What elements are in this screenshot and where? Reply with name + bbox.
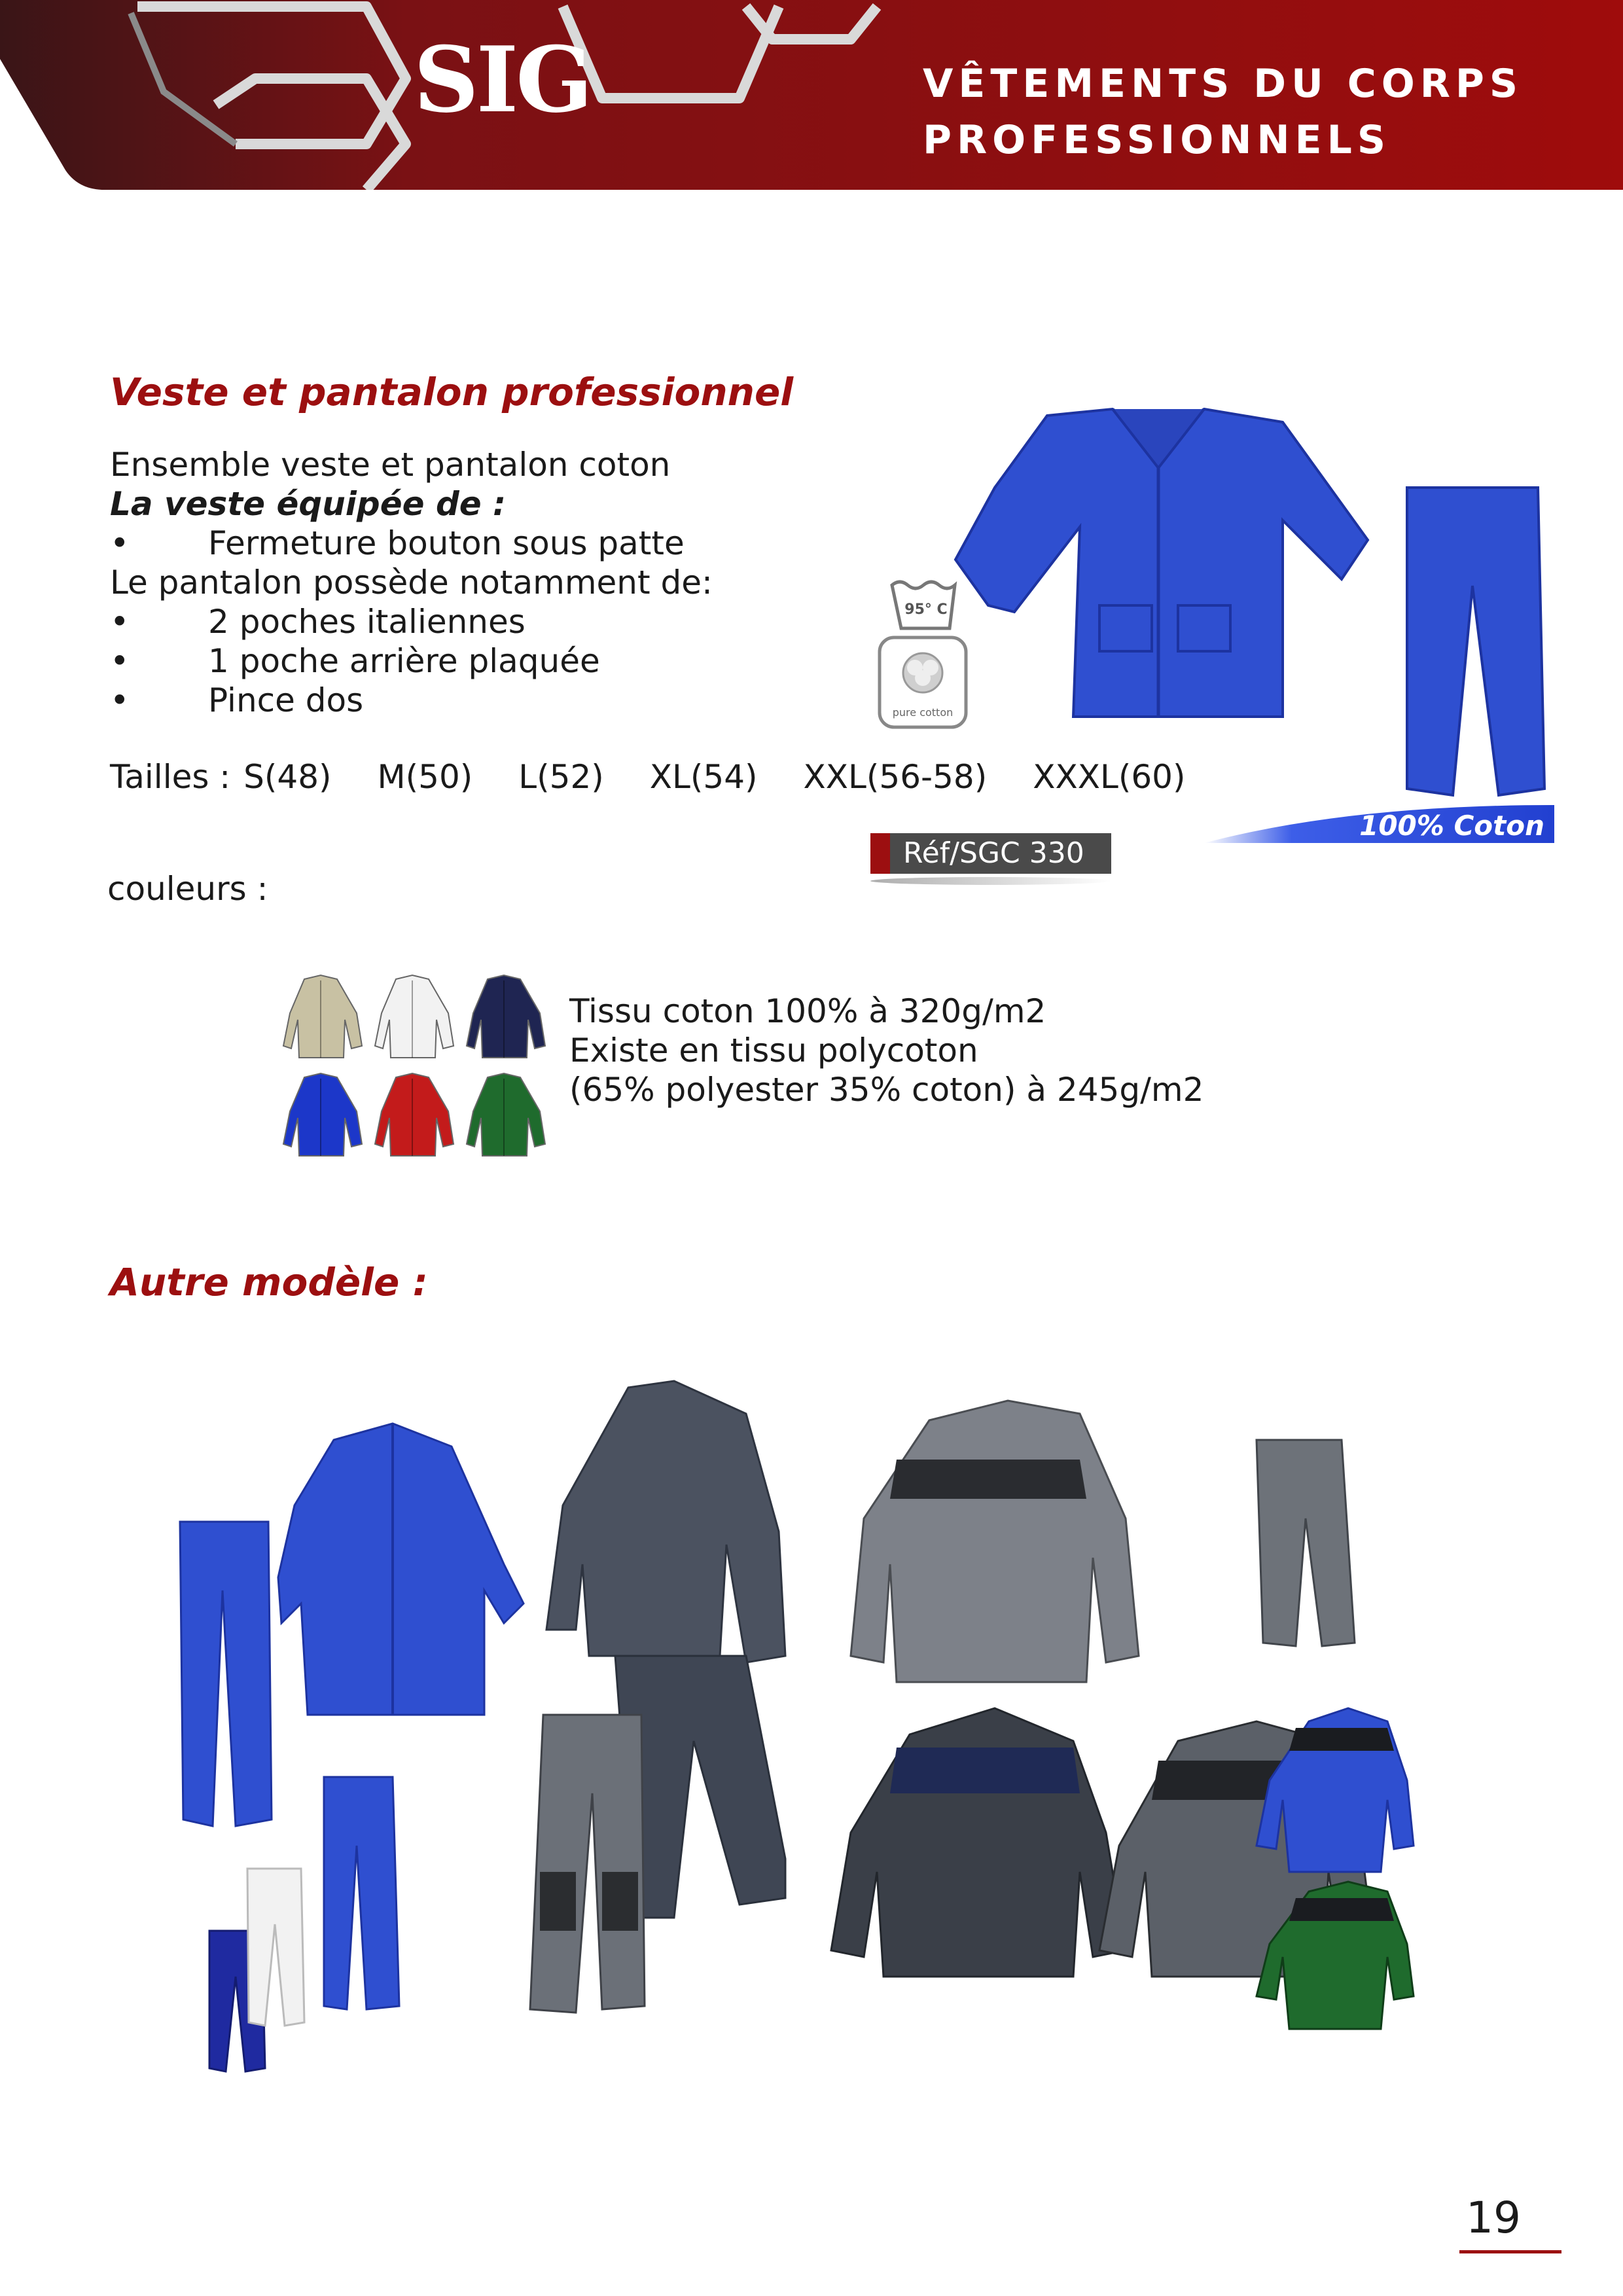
pants-heading: Le pantalon possède notamment de:	[110, 564, 713, 601]
cotton-banner	[1204, 805, 1554, 843]
other-models-illustration	[157, 1374, 1466, 2081]
size-m: M(50)	[377, 758, 473, 796]
grey-black-jacket	[851, 1401, 1139, 1682]
swatch-jacket	[283, 975, 362, 1058]
blue-trousers-illustration	[1394, 481, 1551, 802]
size-xl: XL(54)	[649, 758, 758, 796]
wash-temperature: 95° C	[904, 601, 948, 618]
swatch-jacket	[375, 1073, 454, 1156]
blue-trousers	[180, 1522, 272, 1826]
section-title-veste-pantalon: Veste et pantalon professionnel	[110, 370, 794, 414]
list-item: • 1 poche arrière plaquée	[110, 641, 713, 681]
white-trousers	[247, 1869, 304, 2026]
page-title: VÊTEMENTS DU CORPS PROFESSIONNELS	[923, 61, 1524, 163]
cotton-badge-text: 100% Coton	[1359, 810, 1544, 842]
sizes-line	[110, 758, 1231, 796]
reference-shadow	[870, 877, 1111, 885]
list-item: • Pince dos	[110, 681, 713, 720]
swatch-jacket	[283, 1073, 362, 1156]
blue-trousers-2	[324, 1777, 399, 2009]
section-title-autre-modele: Autre modèle :	[110, 1260, 428, 1304]
list-item: • Fermeture bouton sous patte	[110, 524, 713, 563]
pure-cotton-label: pure cotton	[892, 706, 954, 719]
reference-badge: Réf/SGC 330	[870, 833, 1111, 874]
fabric-info	[569, 992, 1204, 1109]
grey-cargo-trousers	[530, 1715, 645, 2013]
size-s: S(48)	[243, 758, 332, 796]
color-swatches	[278, 967, 546, 1157]
blue-jacket-illustration	[916, 389, 1374, 730]
swatch-jacket	[375, 975, 454, 1058]
fabric-line: Tissu coton 100% à 320g/m2	[569, 992, 1046, 1030]
grey-jacket	[546, 1381, 785, 1662]
fabric-line: Existe en tissu polycoton	[569, 1031, 978, 1069]
swatch-jacket	[467, 1073, 545, 1156]
size-l: L(52)	[518, 758, 604, 796]
sizes-label: Tailles :	[110, 758, 231, 796]
swatch-jacket	[467, 975, 545, 1058]
jacket-heading: La veste équipée de :	[110, 485, 507, 523]
product-description	[110, 445, 713, 720]
description-intro: Ensemble veste et pantalon coton	[110, 446, 671, 484]
sig-logo: SIG	[414, 26, 591, 133]
list-item: • 2 poches italiennes	[110, 602, 713, 641]
blue-jacket	[278, 1424, 524, 1715]
grey-work-trousers	[1257, 1440, 1355, 1646]
size-xxl: XXL(56-58)	[803, 758, 988, 796]
page-number: 19	[1466, 2193, 1521, 2243]
fabric-line: (65% polyester 35% coton) à 245g/m2	[569, 1071, 1204, 1109]
size-xxxl: XXXL(60)	[1033, 758, 1186, 796]
colors-label: couleurs :	[107, 870, 268, 908]
page-number-rule	[1459, 2250, 1561, 2253]
